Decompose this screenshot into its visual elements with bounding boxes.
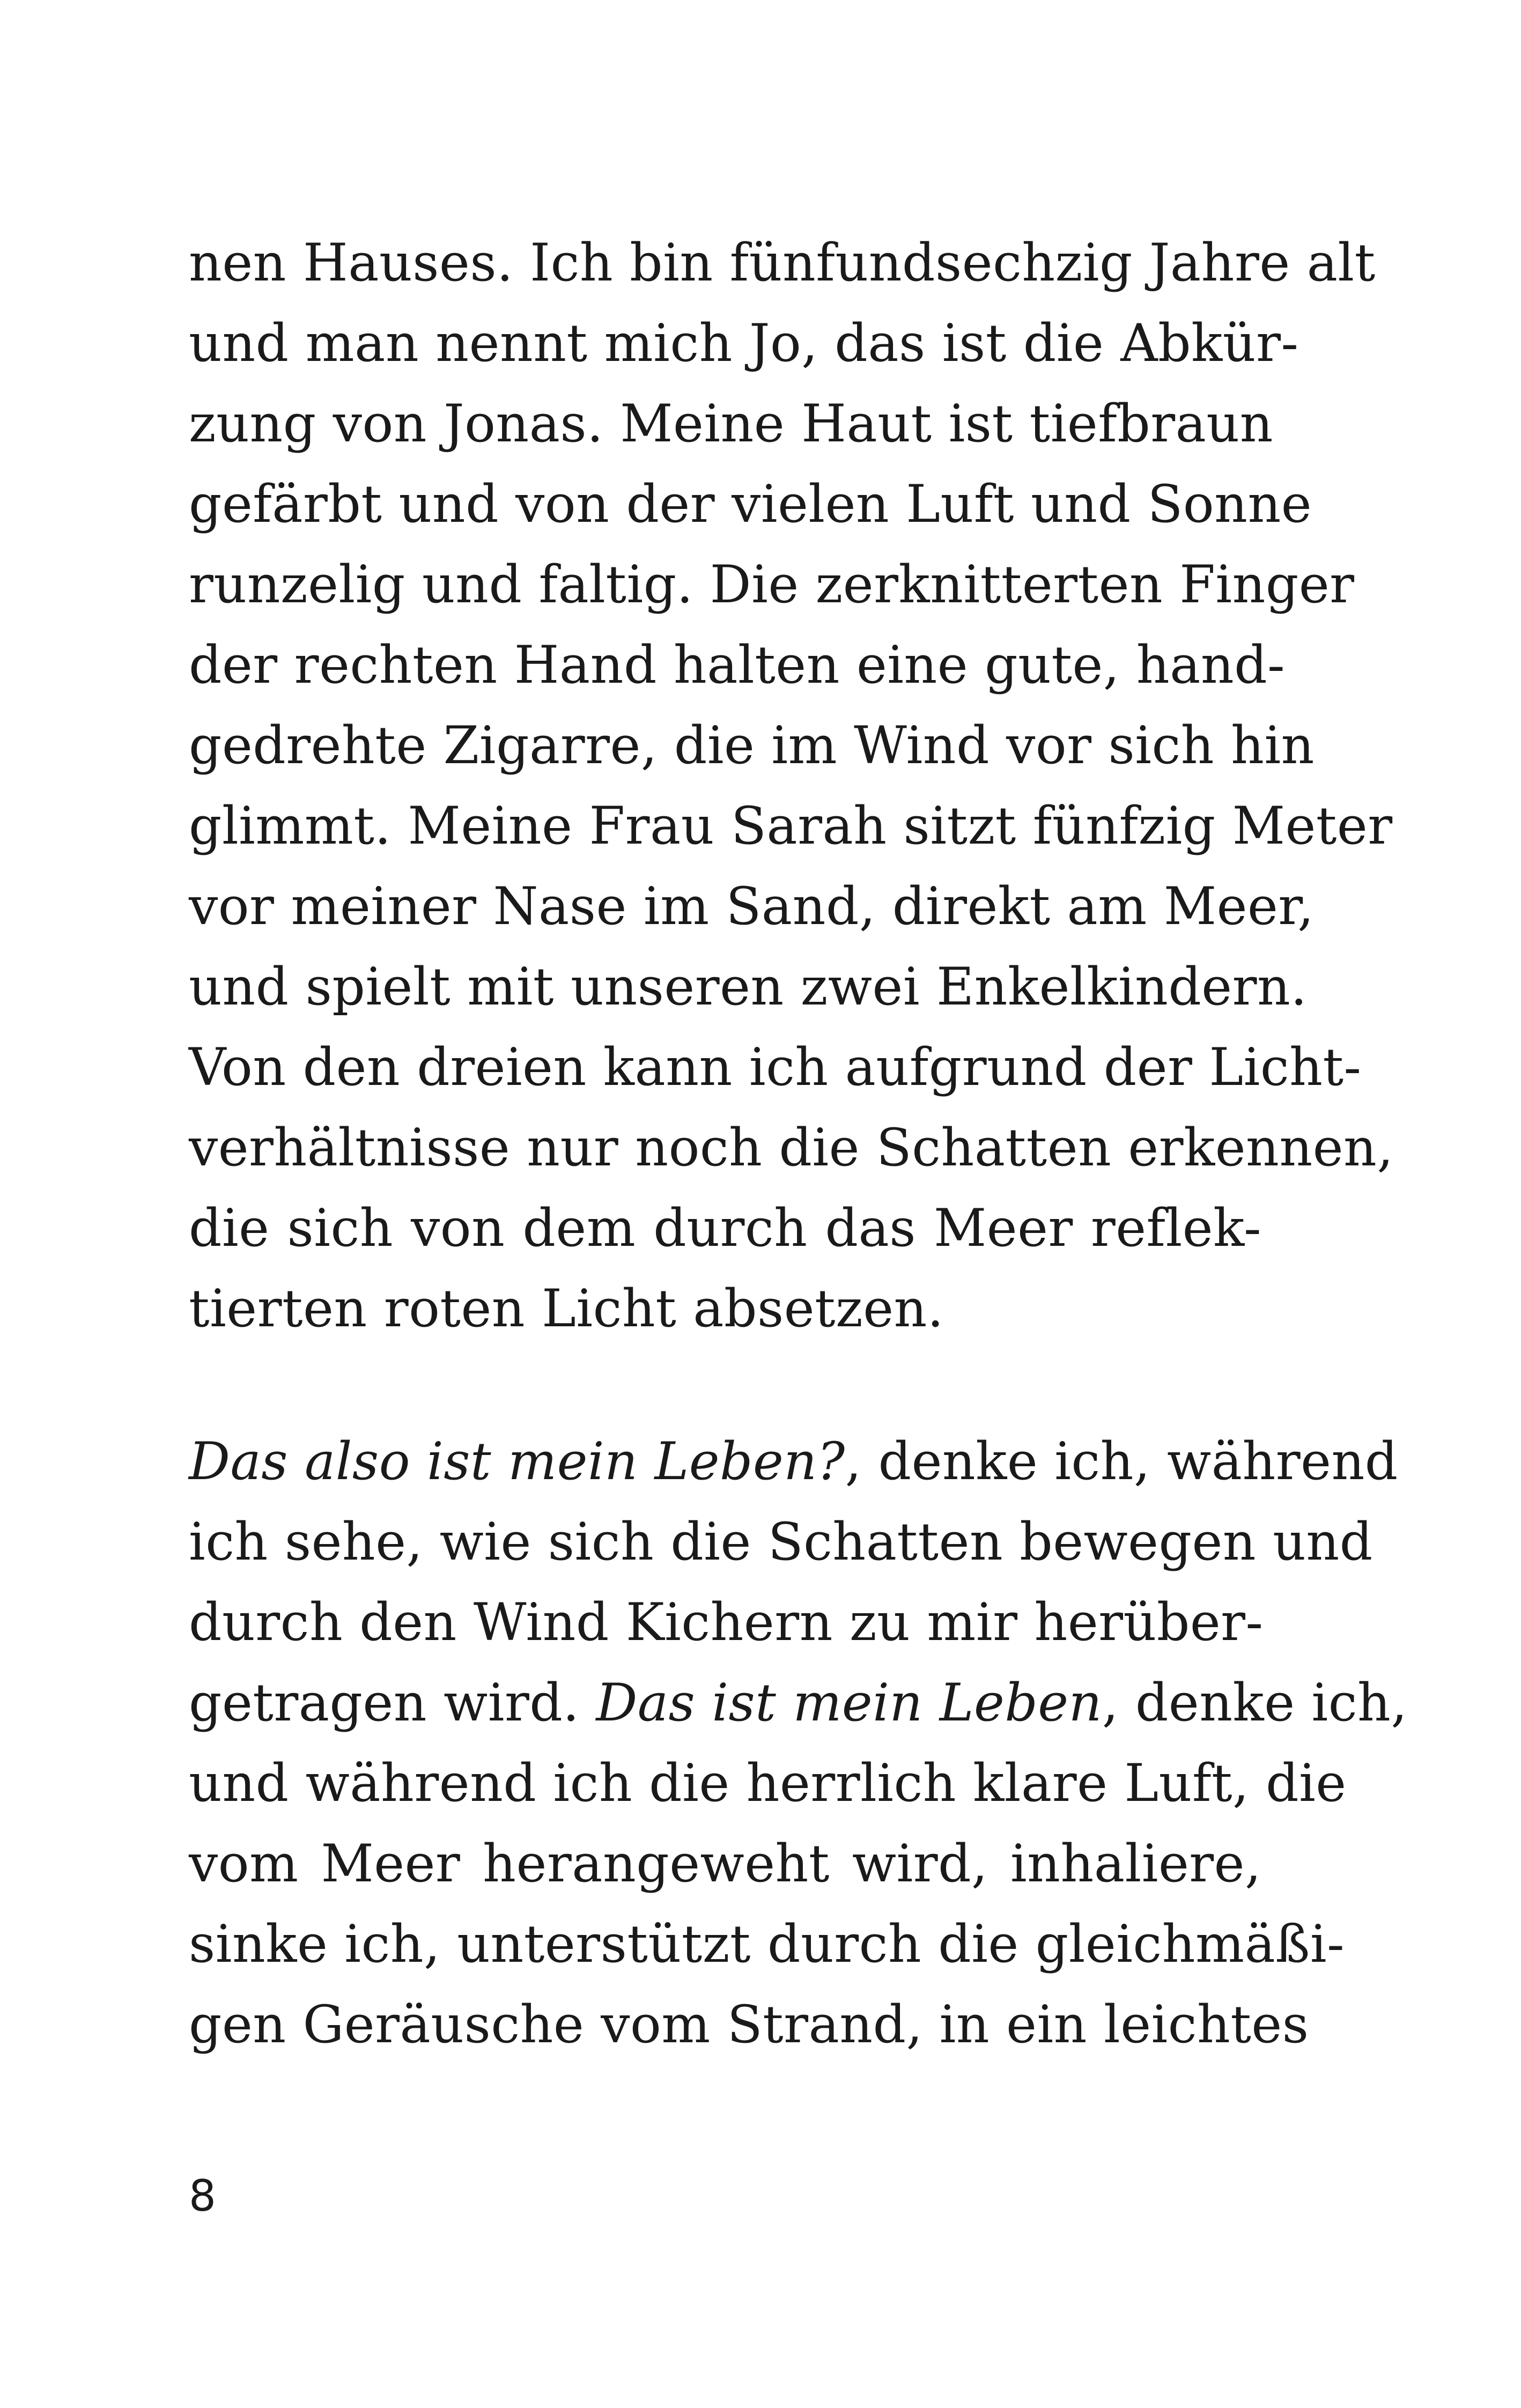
text-line: und man nennt mich Jo, das ist die Abkür-	[189, 313, 1299, 373]
page-number: 8	[189, 2171, 216, 2221]
text-line: der rechten Hand halten eine gute, hand-	[189, 635, 1286, 695]
text-line: nen Hauses. Ich bin fünfundsechzig Jahre alt	[189, 233, 1376, 293]
italic-thought: Das also ist mein Leben?	[189, 1431, 845, 1491]
text-line	[189, 1663, 1408, 1743]
text-line: Von den dreien kann ich aufgrund der Licht-	[189, 1037, 1362, 1097]
text-line: gedrehte Zigarre, die im Wind vor sich hin	[189, 715, 1315, 775]
text-fragment: , denke ich, während	[845, 1431, 1398, 1491]
text-line: und spielt mit unseren zwei Enkelkindern.	[189, 957, 1308, 1017]
italic-thought: Das ist mein Leben	[596, 1673, 1102, 1733]
text-line: tierten roten Licht absetzen.	[189, 1279, 944, 1339]
text-line: verhältnisse nur noch die Schatten erkennen,	[189, 1118, 1394, 1178]
text-line: zung von Jonas. Meine Haut ist tiefbraun	[189, 394, 1273, 454]
text-fragment: , denke ich,	[1102, 1673, 1408, 1733]
text-line: gefärbt und von der vielen Luft und Sonne	[189, 474, 1312, 534]
paragraph-2	[189, 1421, 1408, 2065]
text-line: und während ich die herrlich klare Luft, die	[189, 1753, 1347, 1813]
text-fragment: getragen wird.	[189, 1673, 596, 1733]
text-line: runzelig und faltig. Die zerknitterten Finger	[189, 555, 1355, 615]
text-line: ich sehe, wie sich die Schatten bewegen und	[189, 1512, 1373, 1572]
text-line: glimmt. Meine Frau Sarah sitzt fünfzig Meter	[189, 796, 1393, 856]
text-line: vor meiner Nase im Sand, direkt am Meer,	[189, 876, 1315, 936]
paragraph-1	[189, 223, 1394, 1349]
text-line: durch den Wind Kichern zu mir herüber-	[189, 1592, 1264, 1652]
text-line: sinke ich, unterstützt durch die gleichmäßi-	[189, 1914, 1345, 1974]
text-line: gen Geräusche vom Strand, in ein leichtes	[189, 1995, 1309, 2055]
text-line: die sich von dem durch das Meer reflek-	[189, 1198, 1261, 1258]
text-line: vom Meer herangeweht wird, inhaliere,	[189, 1834, 1261, 1894]
text-line	[189, 1421, 1398, 1502]
